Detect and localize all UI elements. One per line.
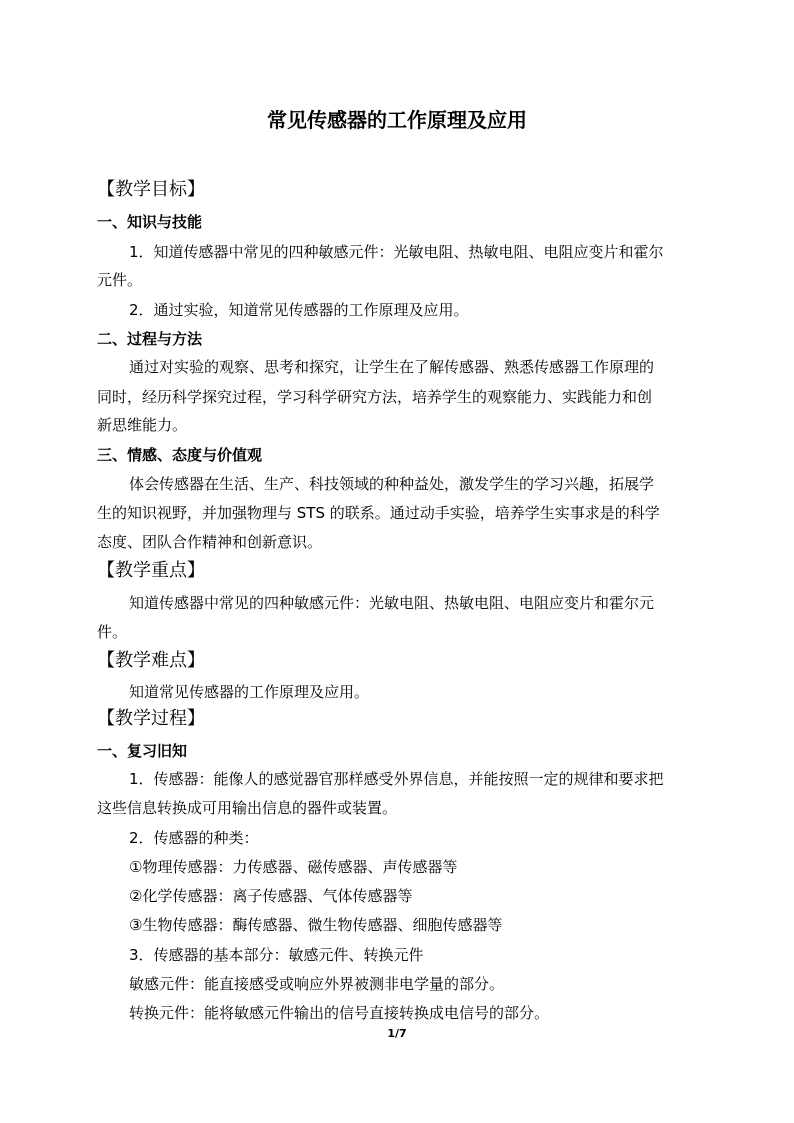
goals-heading: 【教学目标】: [97, 179, 205, 200]
knowledge-heading: 一、知识与技能: [97, 213, 203, 231]
process-line-1: 通过对实验的观察、思考和探究，让学生在了解传感器、熟悉传感器工作原理的: [129, 358, 655, 376]
review-2-b: ②化学传感器：离子传感器、气体传感器等: [129, 887, 413, 905]
page-title: 常见传感器的工作原理及应用: [267, 108, 527, 132]
emotion-heading: 三、情感、态度与价值观: [97, 446, 263, 464]
emotion-line-3: 态度、团队合作精神和创新意识。: [97, 533, 323, 551]
focus-heading: 【教学重点】: [97, 560, 205, 581]
review-2-c: ③生物传感器：酶传感器、微生物传感器、细胞传感器等: [129, 916, 503, 934]
focus-line-2: 件。: [97, 623, 128, 641]
emotion-line-1: 体会传感器在生活、生产、科技领域的种种益处，激发学生的学习兴趣，拓展学: [129, 475, 655, 493]
knowledge-item-1-line-1: 1．知道传感器中常见的四种敏感元件：光敏电阻、热敏电阻、电阻应变片和霍尔: [129, 243, 664, 261]
knowledge-item-2: 2．通过实验，知道常见传感器的工作原理及应用。: [129, 301, 469, 319]
review-2: 2．传感器的种类：: [129, 829, 259, 847]
emotion-line-2: 生的知识视野，并加强物理与 STS 的联系。通过动手实验，培养学生实事求是的科学: [97, 504, 660, 522]
review-1-line-2: 这些信息转换成可用输出信息的器件或装置。: [97, 799, 398, 817]
review-3-a: 敏感元件：能直接感受或响应外界被测非电学量的部分。: [129, 975, 505, 993]
review-1-line-1: 1．传感器：能像人的感觉器官那样感受外界信息，并能按照一定的规律和要求把: [129, 770, 664, 788]
process-line-3: 新思维能力。: [97, 416, 188, 434]
difficulty-line-1: 知道常见传感器的工作原理及应用。: [129, 683, 370, 701]
review-3: 3．传感器的基本部分：敏感元件、转换元件: [129, 946, 424, 964]
process-line-2: 同时，经历科学探究过程，学习科学研究方法，培养学生的观察能力、实践能力和创: [97, 388, 653, 406]
review-heading: 一、复习旧知: [97, 742, 188, 760]
focus-line-1: 知道传感器中常见的四种敏感元件：光敏电阻、热敏电阻、电阻应变片和霍尔元: [129, 594, 655, 612]
difficulty-heading: 【教学难点】: [97, 650, 205, 671]
knowledge-item-1-line-2: 元件。: [97, 271, 143, 289]
review-3-b: 转换元件：能将敏感元件输出的信号直接转换成电信号的部分。: [129, 1004, 550, 1022]
review-2-a: ①物理传感器：力传感器、磁传感器、声传感器等: [129, 858, 458, 876]
process-teach-heading: 【教学过程】: [97, 708, 205, 729]
page-number: 1/7: [387, 1027, 407, 1040]
process-heading: 二、过程与方法: [97, 330, 203, 348]
